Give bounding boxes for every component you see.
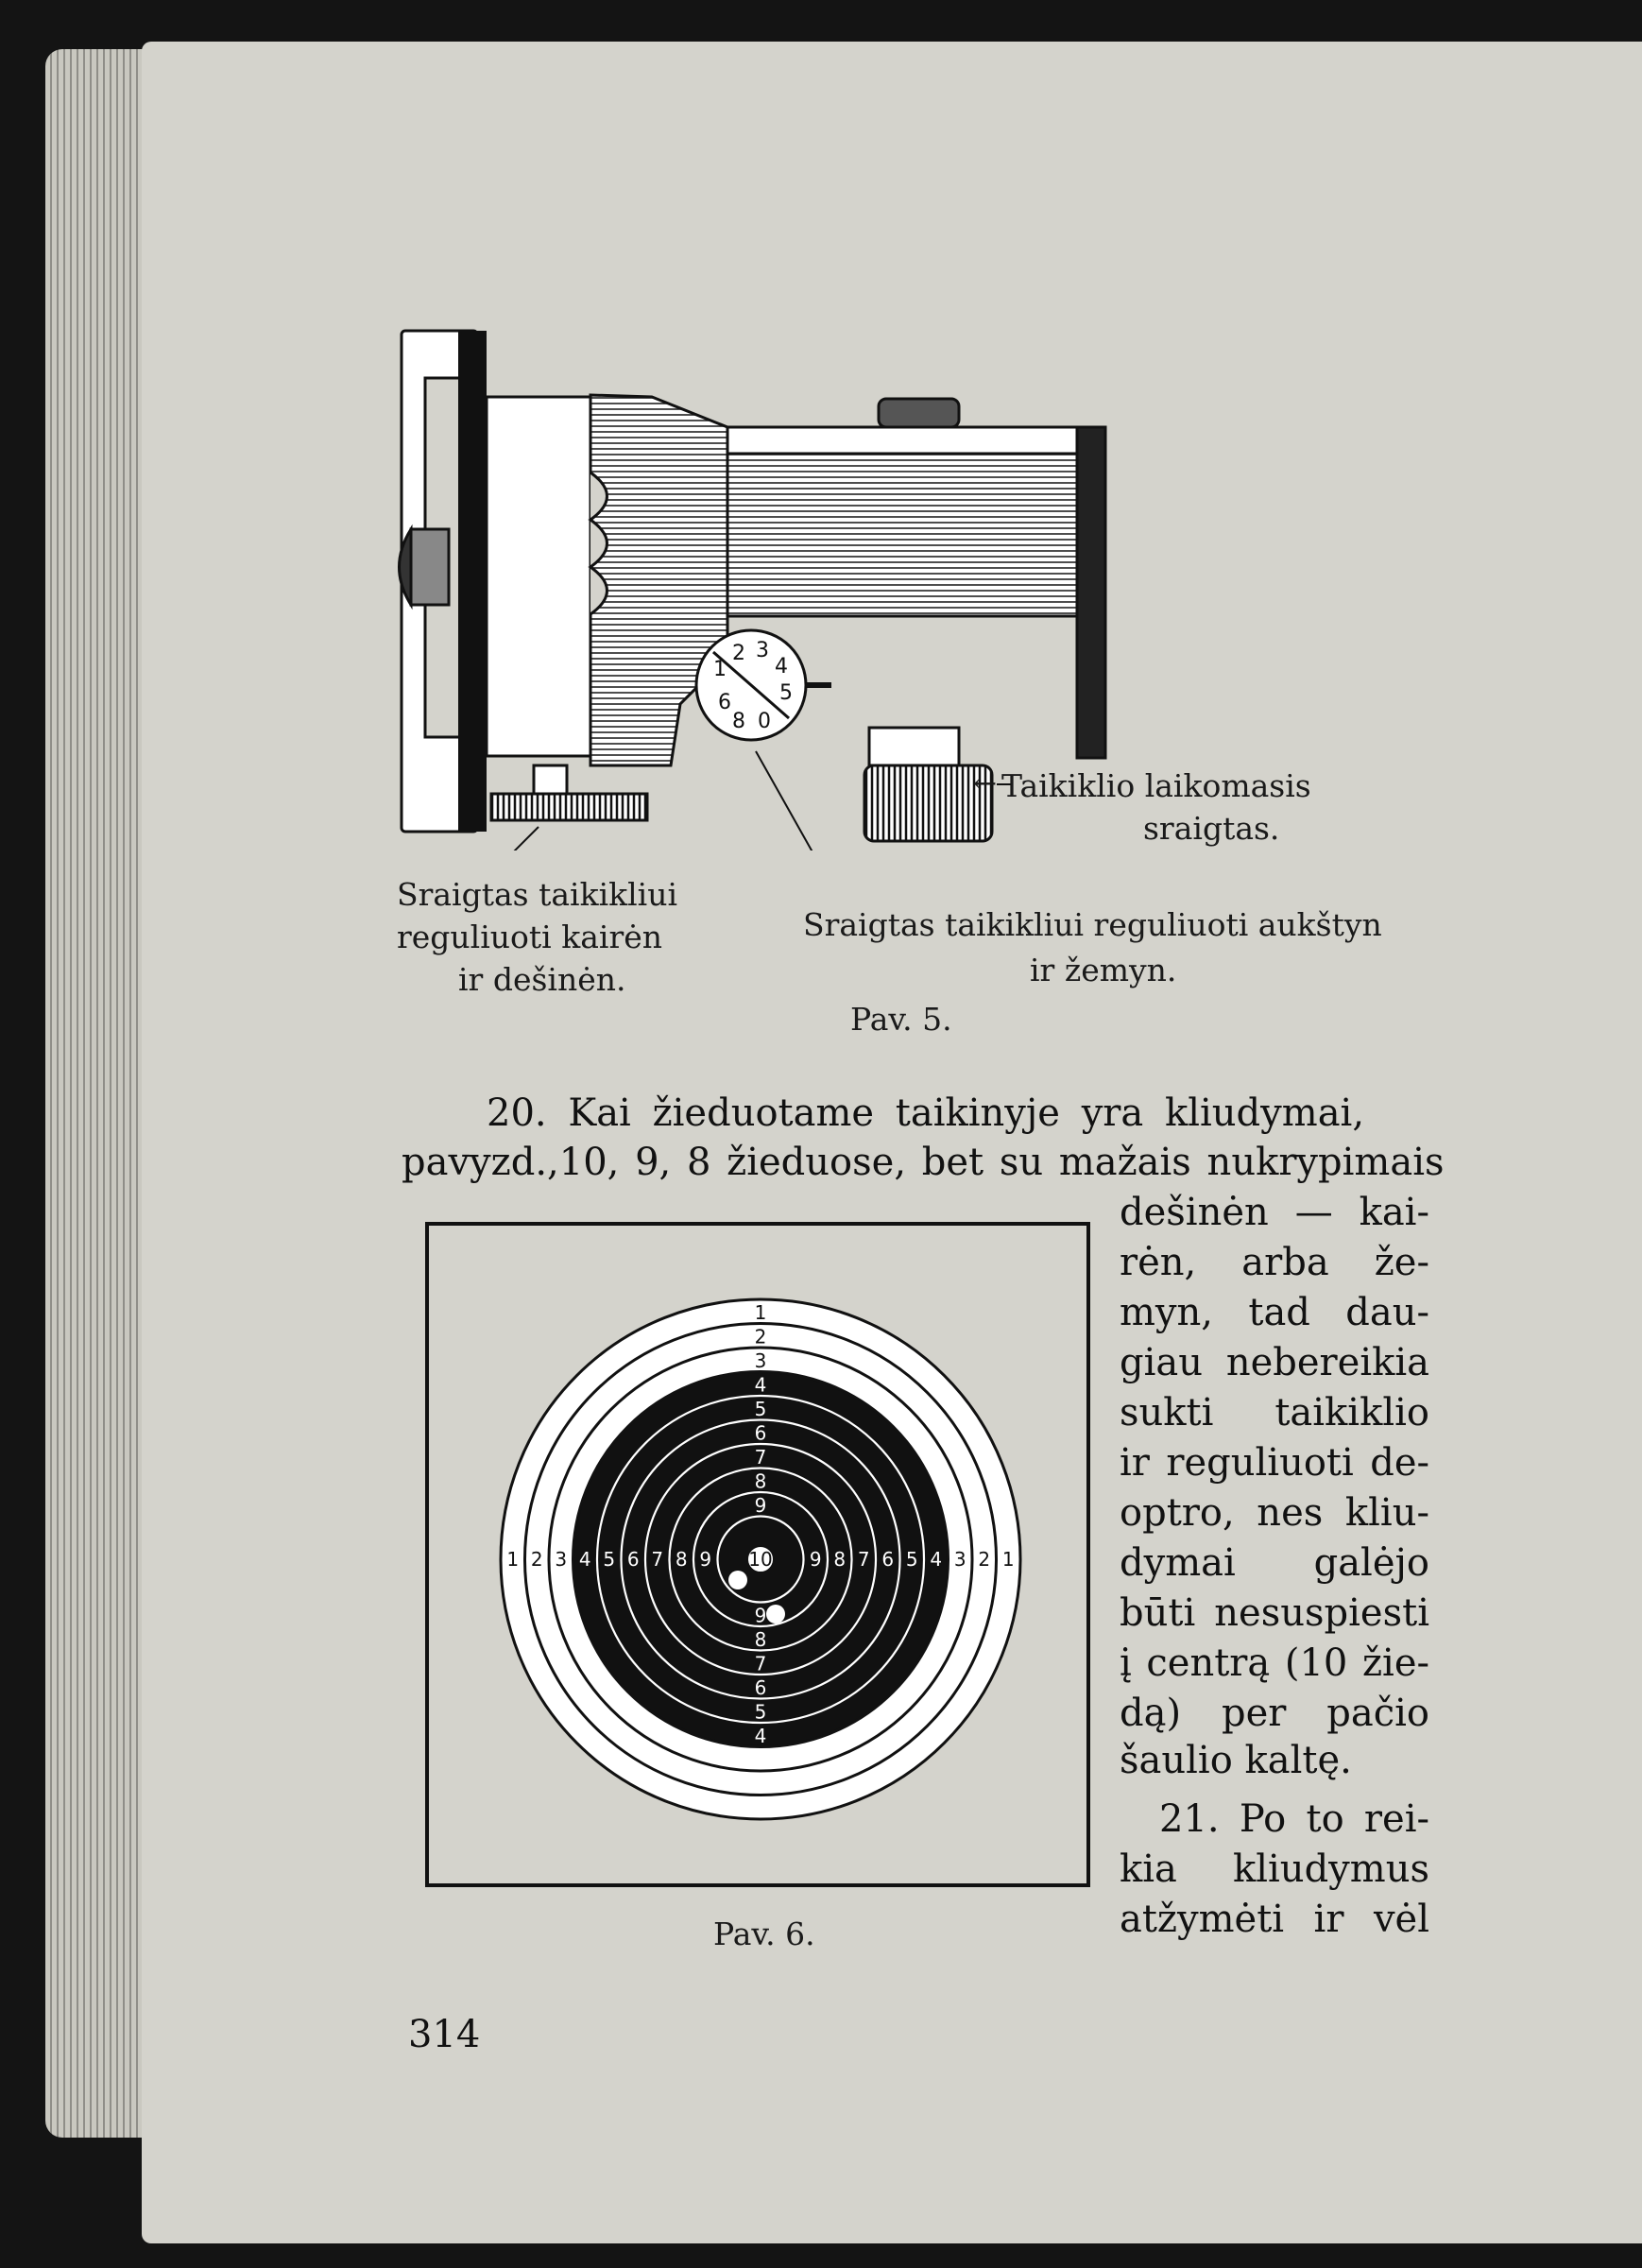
fig5-label-windage-3: ir dešinėn. (458, 961, 626, 998)
bullet-hole (728, 1571, 747, 1589)
ring-label-left: 6 (626, 1548, 640, 1571)
fig5-label-elevation-2: ir žemyn. (1030, 952, 1177, 988)
svg-text:8: 8 (732, 710, 745, 733)
ring-label-bottom: 8 (754, 1627, 767, 1651)
side-knob (400, 529, 450, 605)
fig5-label-elevation-1: Sraigtas taikikliui reguliuoti aukštyn (803, 906, 1382, 943)
svg-text:1: 1 (713, 658, 727, 681)
column-line: giau nebereikia (1120, 1341, 1429, 1384)
elevation-dial (696, 630, 831, 740)
ring-label-left: 5 (603, 1548, 616, 1571)
arrow-left-icon: ← (973, 767, 998, 800)
ring-label-left: 2 (530, 1548, 543, 1571)
page-number: 314 (408, 2013, 481, 2056)
column-line: myn, tad dau- (1120, 1291, 1429, 1334)
svg-text:0: 0 (758, 710, 771, 733)
paragraph-20-line-1: 20. Kai žieduotame taikinyje yra kliudymai, (487, 1091, 1365, 1135)
bullet-hole (766, 1605, 785, 1624)
ring-label-right: 4 (930, 1548, 943, 1571)
ring-label-top: 1 (754, 1300, 767, 1324)
fig5-caption: Pav. 5. (850, 1001, 952, 1038)
ring-label-right: 5 (905, 1548, 918, 1571)
fig5-label-windage-1: Sraigtas taikikliui (397, 876, 678, 913)
ring-label-left: 1 (506, 1548, 520, 1571)
paragraph-20-line-2: pavyzd.,10, 9, 8 žieduose, bet su mažais nukrypimais (402, 1141, 1445, 1184)
ring-label-right: 8 (833, 1548, 847, 1571)
column-line: dymai galėjo (1120, 1541, 1429, 1585)
ring-label-right: 6 (881, 1548, 895, 1571)
svg-text:6: 6 (718, 691, 731, 714)
column-line: ir reguliuoti de- (1120, 1441, 1429, 1485)
column-line: kia kliudymus (1120, 1847, 1429, 1891)
ring-label-left: 7 (651, 1548, 664, 1571)
ring-label-bottom: 9 (754, 1604, 767, 1627)
ring-label-bottom: 4 (754, 1724, 767, 1747)
svg-text:3: 3 (756, 639, 769, 662)
column-line: optro, nes kliu- (1120, 1491, 1429, 1535)
column-line: dą) per pačio (1120, 1692, 1429, 1735)
column-line: šaulio kaltę. (1120, 1739, 1352, 1782)
column-line: sukti taikiklio (1120, 1391, 1429, 1435)
ring-label-top: 7 (754, 1445, 767, 1469)
column-line: į centrą (10 žie- (1120, 1641, 1429, 1685)
ring-label-top: 2 (754, 1325, 767, 1349)
ring-label-right: 9 (809, 1548, 822, 1571)
ring-label-right: 7 (857, 1548, 870, 1571)
ring-label-left: 4 (578, 1548, 591, 1571)
fig6-caption: Pav. 6. (713, 1916, 815, 1952)
column-line: būti nesuspiesti (1120, 1591, 1429, 1635)
svg-text:5: 5 (779, 681, 793, 705)
fig5-label-holding-screw-1: Taikiklio laikomasis (1001, 767, 1311, 804)
svg-text:2: 2 (732, 642, 745, 665)
sight-mounting-bar (458, 331, 487, 832)
ring-label-top: 6 (754, 1421, 767, 1445)
column-line: dešinėn — kai- (1120, 1191, 1429, 1234)
ring-label-top: 3 (754, 1349, 767, 1372)
ring-label-bottom: 5 (754, 1700, 767, 1724)
ring-label-right: 2 (978, 1548, 991, 1571)
column-line: rėn, arba že- (1120, 1241, 1429, 1284)
ring-label-left: 8 (675, 1548, 688, 1571)
ring-label-top: 9 (754, 1493, 767, 1517)
ring-label-right: 1 (1001, 1548, 1015, 1571)
svg-text:4: 4 (775, 655, 788, 679)
ring-label-left: 3 (555, 1548, 568, 1571)
ring-label-left: 9 (699, 1548, 712, 1571)
top-knob (879, 399, 959, 427)
ring-label-top: 8 (754, 1469, 767, 1493)
ring-label-right: 3 (953, 1548, 966, 1571)
sight-body (487, 395, 727, 765)
fig5-label-windage-2: reguliuoti kairėn (397, 919, 662, 955)
ring-label-center: 10 (748, 1548, 773, 1571)
column-line: 21. Po to rei- (1159, 1797, 1429, 1841)
fig5-label-holding-screw-2: sraigtas. (1143, 810, 1280, 847)
column-line: atžymėti ir vėl (1120, 1898, 1429, 1941)
ring-label-bottom: 7 (754, 1652, 767, 1675)
windage-screw (491, 765, 647, 820)
ring-label-top: 5 (754, 1397, 767, 1420)
ring-label-top: 4 (754, 1373, 767, 1397)
figure-6-target (416, 1219, 1096, 1899)
ring-label-bottom: 6 (754, 1675, 767, 1699)
